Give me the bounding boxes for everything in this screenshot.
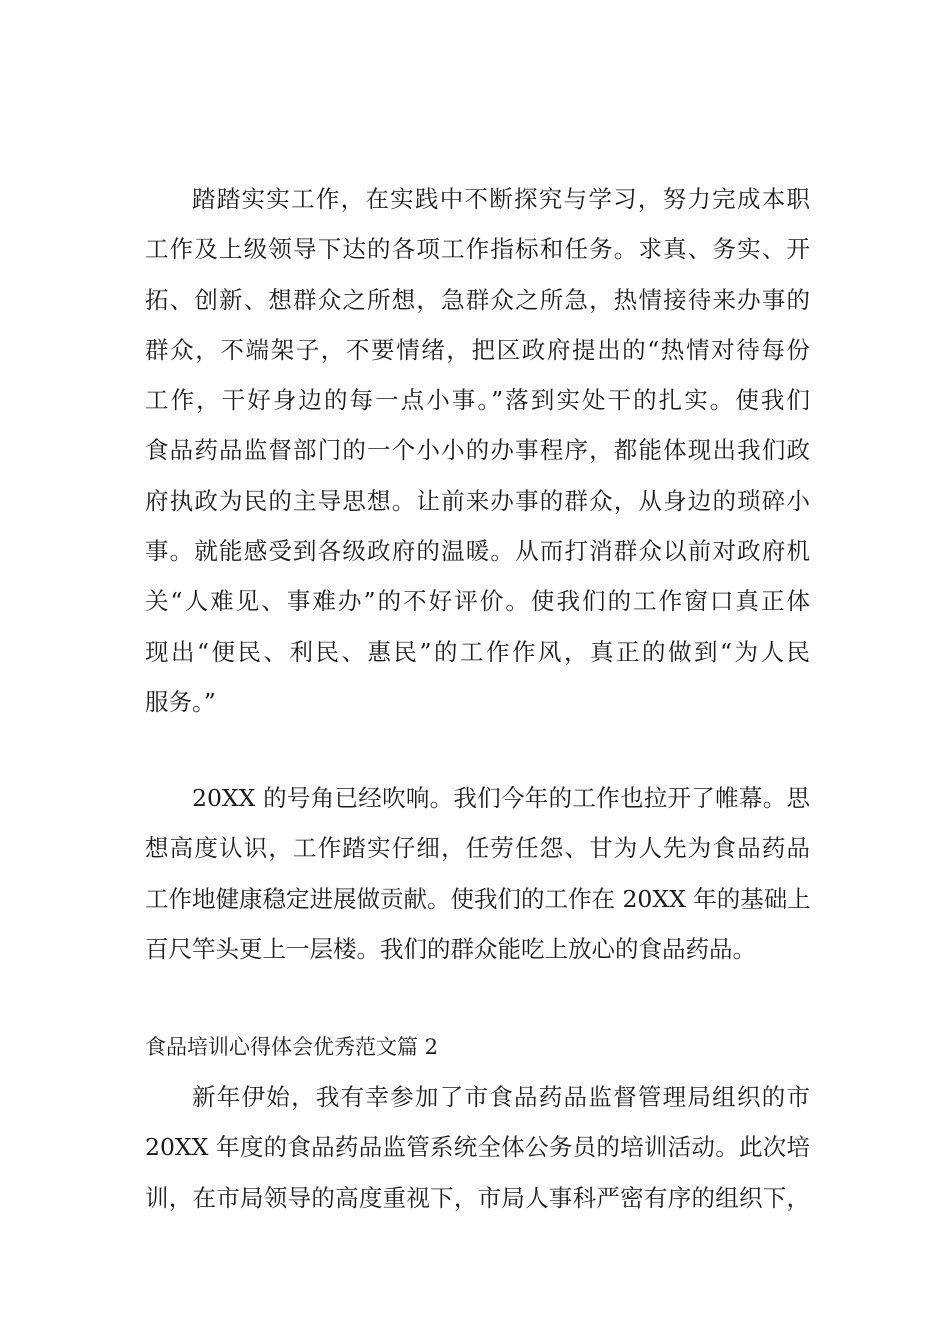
- paragraph-line: 工作，干好身边的每一点小事。”落到实处干的扎实。使我们: [145, 386, 810, 415]
- paragraph-line: 现出“便民、利民、惠民”的工作作风，真正的做到“为人民: [145, 637, 810, 666]
- paragraph-line: 关“人难见、事难办”的不好评价。使我们的工作窗口真正体: [145, 587, 810, 616]
- paragraph-3: [145, 1072, 810, 1223]
- paragraph-line: 群众，不端架子，不要情绪，把区政府提出的“热情对待每份: [145, 335, 810, 364]
- paragraph-line: 工作及上级领导下达的各项工作指标和任务。求真、务实、开: [145, 235, 810, 264]
- paragraph-line: 工作地健康稳定进展做贡献。使我们的工作在 20XX 年的基础上: [145, 884, 811, 913]
- paragraph-line: 新年伊始，我有幸参加了市食品药品监督管理局组织的市: [192, 1083, 810, 1111]
- paragraph-line: 百尺竿头更上一层楼。我们的群众能吃上放心的食品药品。: [145, 934, 756, 963]
- paragraph-line: 府执政为民的主导思想。让前来办事的群众，从身边的琐碎小: [145, 486, 810, 515]
- paragraph-line: 训，在市局领导的高度重视下，市局人事科严密有序的组织下，: [145, 1183, 810, 1212]
- paragraph-line: 食品药品监督部门的一个小小的办事程序，都能体现出我们政: [145, 436, 810, 465]
- paragraph-1: [145, 174, 810, 727]
- paragraph-line: 20XX 的号角已经吹响。我们今年的工作也拉开了帷幕。思: [192, 784, 810, 812]
- paragraph-line: 拓、创新、想群众之所想，急群众之所急，热情接待来办事的: [145, 285, 810, 314]
- section-heading: 食品培训心得体会优秀范文篇 2: [145, 1035, 439, 1059]
- paragraph-line: 想高度认识，工作踏实仔细，任劳任怨、甘为人先为食品药品: [145, 834, 810, 863]
- paragraph-line: 踏踏实实工作，在实践中不断探究与学习，努力完成本职: [192, 185, 810, 213]
- paragraph-2: [145, 773, 810, 974]
- paragraph-line: 20XX 年度的食品药品监管系统全体公务员的培训活动。此次培: [145, 1133, 810, 1162]
- paragraph-line: 事。就能感受到各级政府的温暖。从而打消群众以前对政府机: [145, 537, 810, 566]
- paragraph-line: 服务。”: [145, 687, 216, 716]
